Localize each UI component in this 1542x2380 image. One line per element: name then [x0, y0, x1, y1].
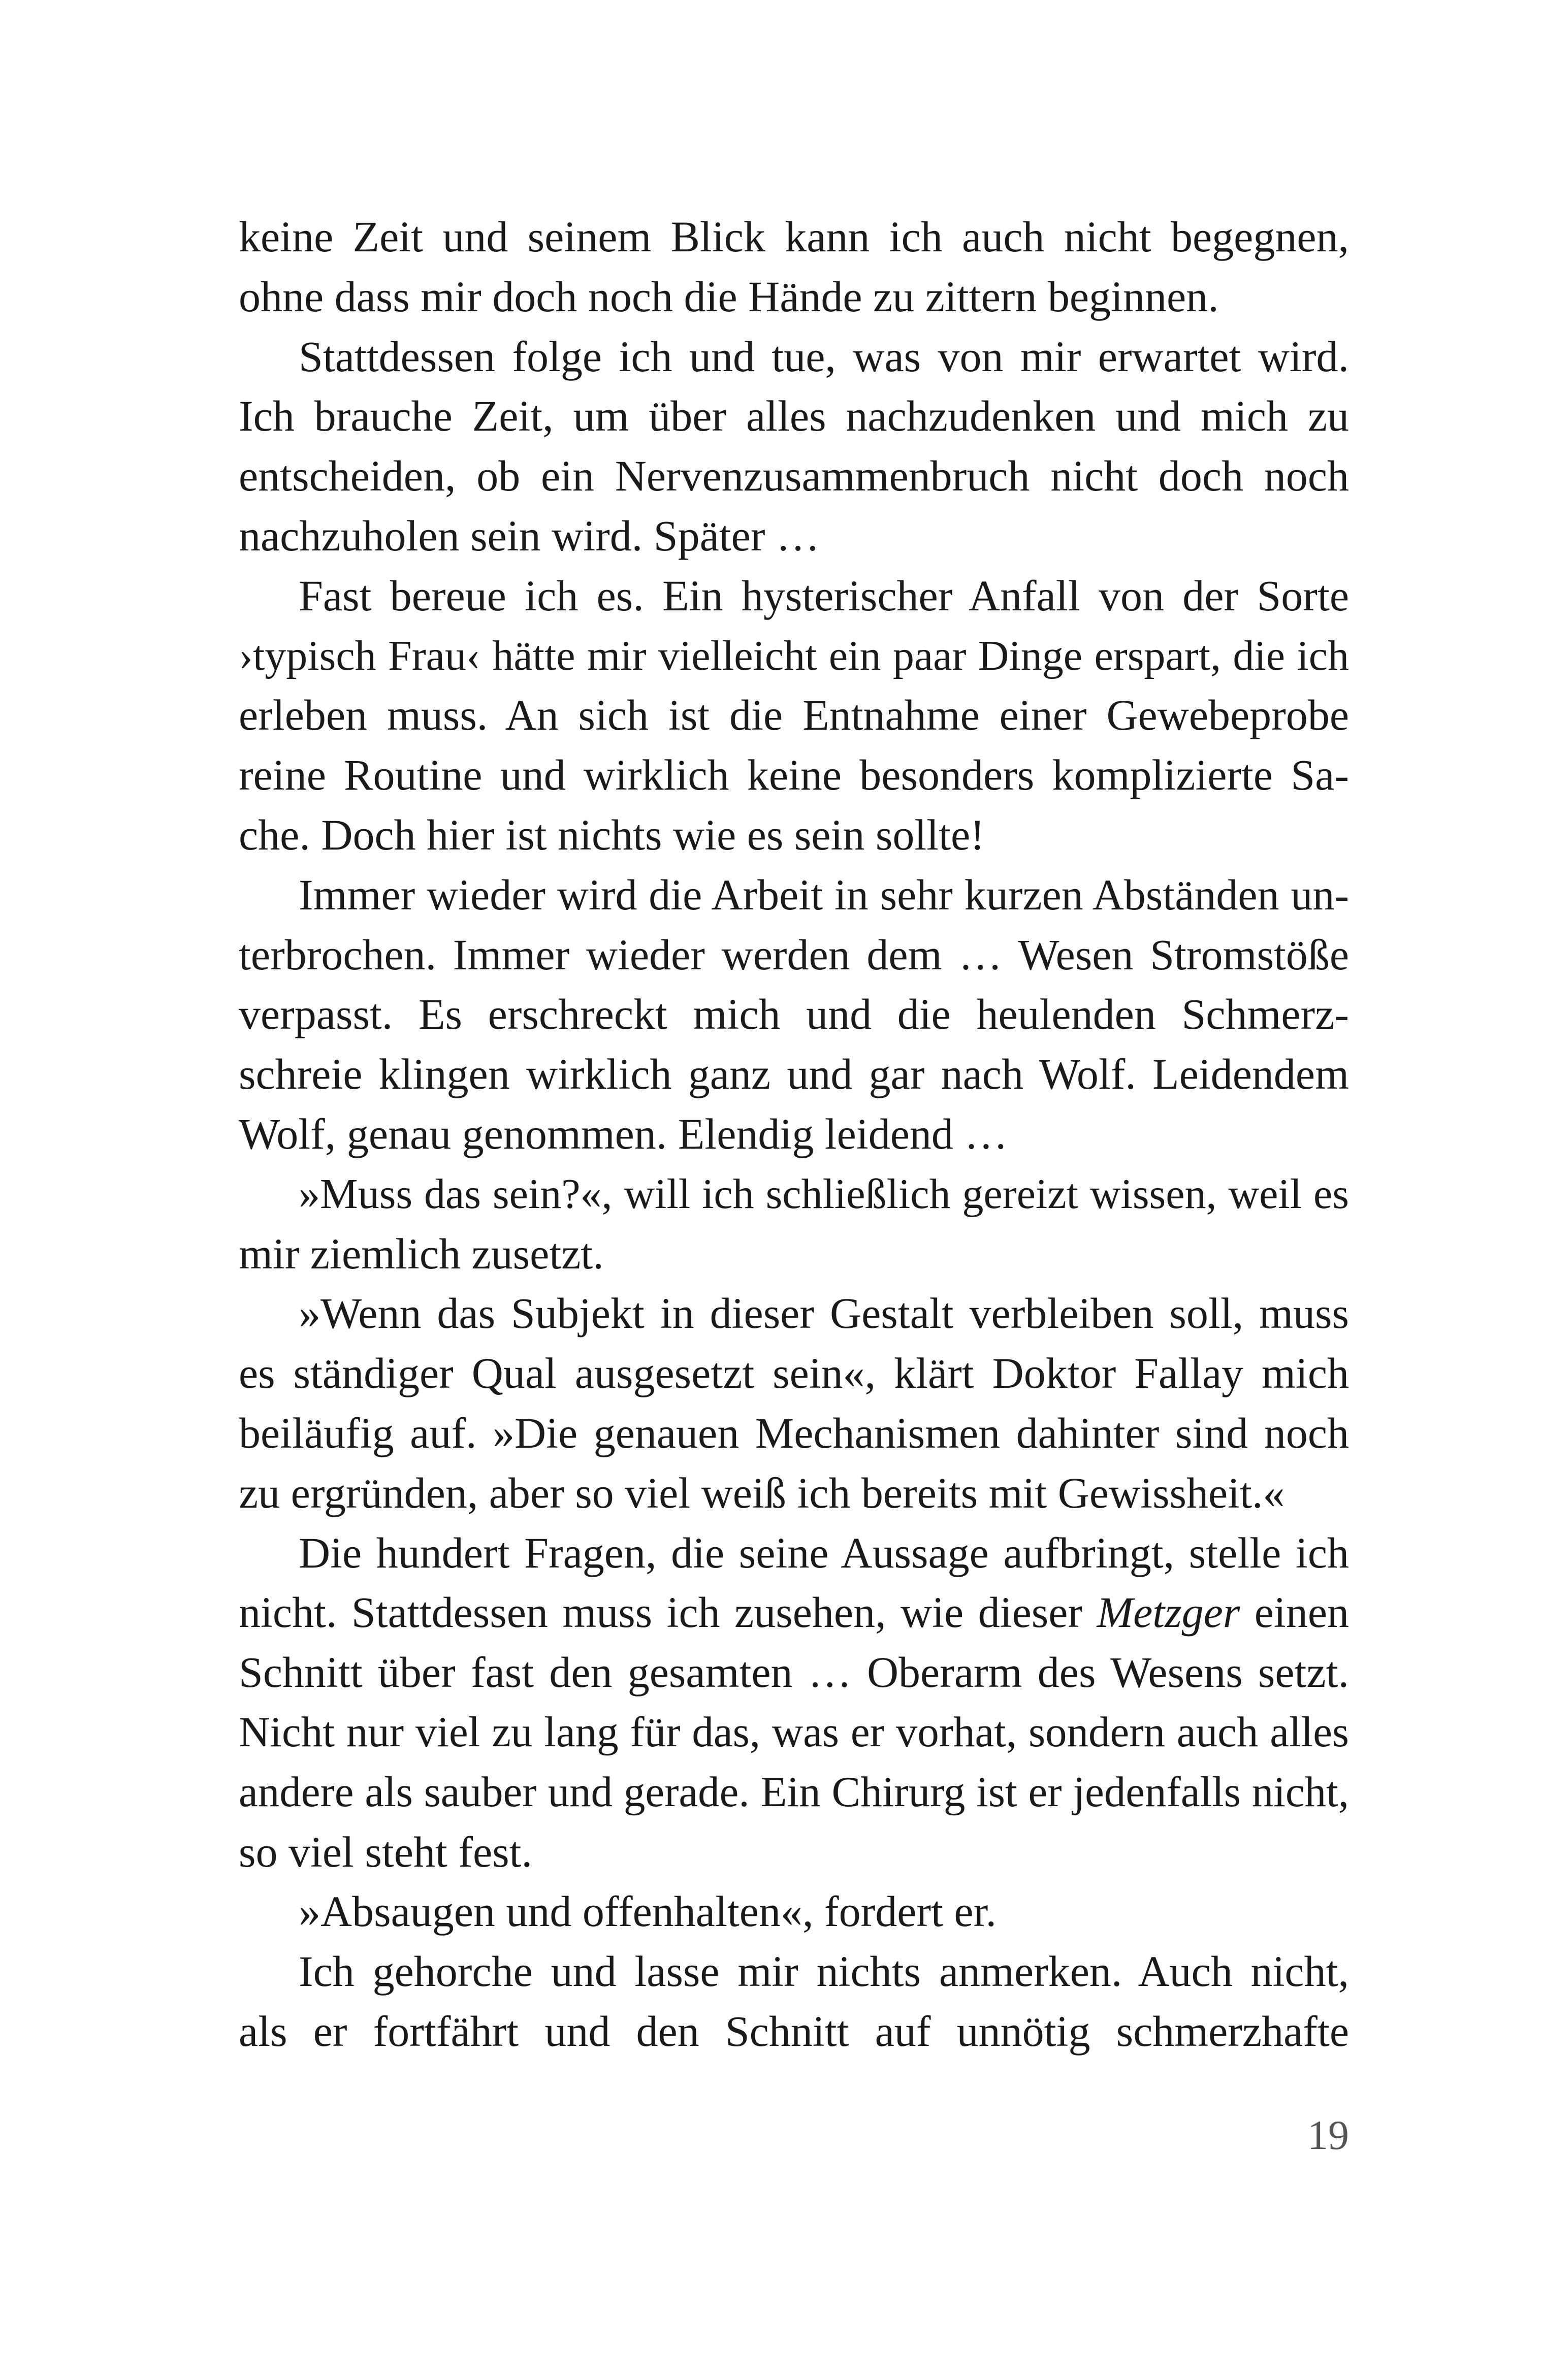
text-line: ›typisch Frau‹ hätte mir vielleicht ein paar Dinge erspart, die ich [239, 632, 1349, 679]
text-line: zu ergründen, aber so viel weiß ich bereits mit Gewissheit.« [239, 1468, 1285, 1517]
text-line: es ständiger Qual ausgesetzt sein«, klärt Doktor Fallay mich [239, 1349, 1349, 1398]
text-line: Ich gehorche und lasse mir nichts anmerken. Auch nicht, [299, 1947, 1349, 1996]
text-line: terbrochen. Immer wieder werden dem … Wesen Stromstöße [239, 930, 1349, 979]
text-line: entscheiden, ob ein Nervenzusammenbruch nicht doch noch [239, 451, 1349, 501]
text-line: Fast bereue ich es. Ein hysterischer Anfall von der Sorte [299, 571, 1349, 620]
text-line: Nicht nur viel zu lang für das, was er vorhat, sondern auch alles [239, 1708, 1349, 1756]
text-line: so viel steht fest. [239, 1827, 533, 1876]
italic-word: Metzger [1097, 1588, 1240, 1637]
text-line: reine Routine und wirklich keine besonders komplizierte Sa- [239, 751, 1349, 800]
text-line: »Absaugen und offenhalten«, fordert er. [299, 1887, 997, 1936]
text-line: Immer wieder wird die Arbeit in sehr kurzen Abständen un- [299, 870, 1349, 919]
body-text [239, 207, 1349, 2062]
text-line [239, 1583, 1349, 1643]
text-line: schreie klingen wirklich ganz und gar nach Wolf. Leidendem [239, 1050, 1349, 1099]
text-line: beiläufig auf. »Die genauen Mechanismen dahinter sind noch [239, 1408, 1349, 1457]
text-line: verpasst. Es erschreckt mich und die heulenden Schmerz- [239, 990, 1349, 1039]
text-line: ohne dass mir doch noch die Hände zu zittern beginnen. [239, 272, 1219, 321]
text-line: Schnitt über fast den gesamten … Oberarm des Wesens setzt. [239, 1648, 1349, 1697]
text-line: Wolf, genau genommen. Elendig leidend … [239, 1109, 1008, 1158]
text-line: keine Zeit und seinem Blick kann ich auch nicht begegnen, [239, 212, 1349, 261]
text-line: Stattdessen folge ich und tue, was von mir erwartet wird. [299, 332, 1349, 381]
text-segment: einen [1240, 1588, 1349, 1637]
text-line: nachzuholen sein wird. Später … [239, 511, 820, 560]
text-line: Ich brauche Zeit, um über alles nachzudenken und mich zu [239, 392, 1349, 441]
page-number: 19 [1307, 2112, 1349, 2158]
text-line: Die hundert Fragen, die seine Aussage aufbringt, stelle ich [299, 1528, 1349, 1577]
text-segment: nicht. Stattdessen muss ich zusehen, wie dieser [239, 1588, 1097, 1637]
text-line: erleben muss. An sich ist die Entnahme einer Gewebeprobe [239, 691, 1349, 740]
text-line: als er fortfährt und den Schnitt auf unnötig schmerzhafte [239, 2006, 1349, 2056]
text-line: »Wenn das Subjekt in dieser Gestalt verbleiben soll, muss [299, 1289, 1349, 1338]
text-line: »Muss das sein?«, will ich schließlich gereizt wissen, weil es [299, 1170, 1349, 1218]
text-line: che. Doch hier ist nichts wie es sein sollte! [239, 810, 985, 859]
text-line: andere als sauber und gerade. Ein Chirurg ist er jedenfalls nicht, [239, 1768, 1349, 1816]
text-line: mir ziemlich zusetzt. [239, 1229, 604, 1278]
